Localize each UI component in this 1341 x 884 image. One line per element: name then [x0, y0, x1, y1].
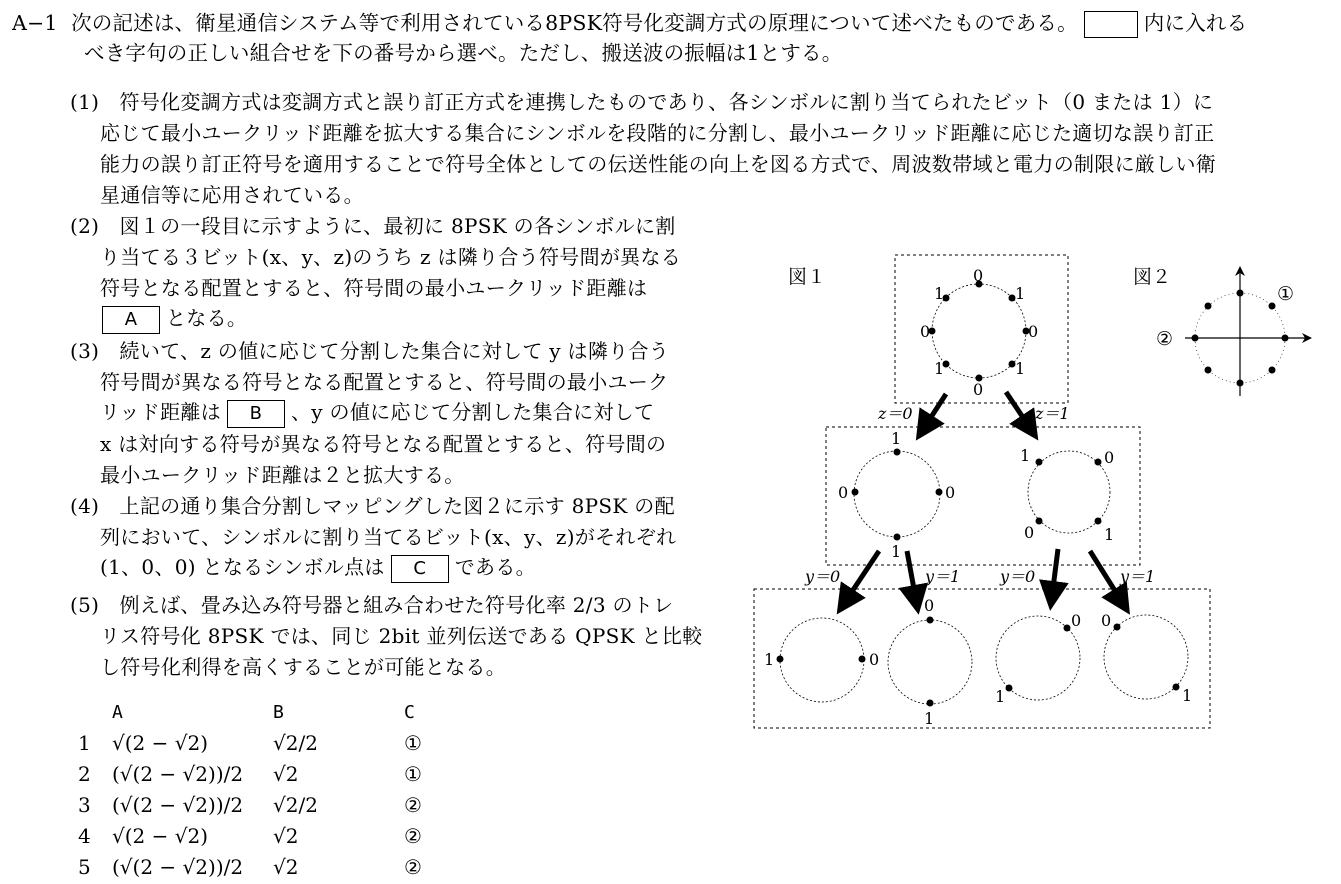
constellation-point	[1114, 624, 1121, 631]
choice-num: 2	[78, 762, 91, 786]
constellation-point	[936, 489, 943, 496]
choice-num: 1	[78, 731, 91, 755]
bit-label: 1	[1015, 284, 1026, 303]
constellation-point	[1282, 335, 1289, 342]
bit-label: 0	[1028, 322, 1039, 341]
item4-line3-end: である。	[454, 555, 536, 579]
arrow-z1	[1006, 392, 1030, 428]
choice-header-c: C	[404, 702, 415, 723]
figure2-label: 図２	[1133, 266, 1172, 288]
item2-line2: り当てる３ビット(x、y、z)のうち z は隣り合う符号間が異なる	[100, 245, 682, 269]
branch-label-z0: z＝0	[878, 404, 913, 423]
branch-label-z1: z＝1	[1035, 404, 1070, 423]
item4-line1: (4) 上記の通り集合分割しマッピングした図２に示す 8PSK の配	[70, 494, 675, 518]
item1-line2: 応じて最小ユークリッド距離を拡大する集合にシンボルを段階的に分割し、最小ユークリッド距離に応じた適切な誤り訂正	[100, 121, 1215, 145]
choice-a: √(2 − √2)	[112, 824, 209, 848]
constellation-point	[1269, 367, 1276, 374]
bit-label: 1	[934, 284, 945, 303]
bit-label: 0	[973, 380, 984, 399]
bit-label: 0	[920, 322, 931, 341]
constellation-point	[1192, 335, 1199, 342]
constellation-point	[894, 449, 901, 456]
choice-b: √2/2	[273, 793, 318, 817]
fig2-mark-2: ②	[1156, 328, 1174, 350]
constellation-point	[1237, 380, 1244, 387]
arrow-y1-right	[1090, 551, 1122, 602]
choice-b: √2/2	[273, 731, 318, 755]
arrow-y0-right	[1052, 549, 1058, 596]
choice-c: ②	[404, 824, 422, 848]
item4-line3-start: (1、0、0) となるシンボル点は	[100, 555, 385, 579]
bit-label: 1	[891, 542, 902, 561]
constellation-point	[1205, 303, 1212, 310]
stage3-box	[754, 589, 1210, 728]
item3-line2: 符号間が異なる符号となる配置とすると、符号間の最小ユーク	[100, 370, 669, 394]
arrow-y1-left	[907, 551, 916, 600]
constellation-point	[859, 656, 866, 663]
bit-label: 0	[945, 483, 956, 502]
branch-label-y0: y＝0	[1000, 567, 1036, 586]
choice-a: (√(2 − √2))/2	[112, 762, 244, 786]
stage2-left-circle	[854, 451, 940, 537]
branch-label-y0: y＝0	[805, 567, 841, 586]
constellation-point	[777, 656, 784, 663]
bit-label: 0	[1101, 611, 1112, 630]
arrow-z0	[924, 394, 946, 428]
choice-num: 4	[78, 824, 91, 848]
bit-label: 0	[924, 596, 935, 615]
question-number: A−1	[12, 11, 58, 35]
constellation-point	[1036, 459, 1043, 466]
bit-label: 1	[1182, 686, 1193, 705]
item3-line1: (3) 続いて、z の値に応じて分割した集合に対して y は隣り合う	[70, 339, 670, 363]
choice-a: (√(2 − √2))/2	[112, 855, 244, 879]
constellation-point	[1095, 459, 1102, 466]
item5-line2: リス符号化 8PSK では、同じ 2bit 並列伝送である QPSK と比較	[100, 624, 703, 648]
bit-label: 1	[924, 709, 935, 728]
bit-label: 0	[973, 266, 984, 285]
item2-end: となる。	[166, 306, 248, 330]
bit-label: 1	[1015, 359, 1026, 378]
item3-line4: x は対向する符号が異なる符号となる配置とすると、符号間の	[100, 432, 667, 456]
item1-line1: (1) 符号化変調方式は変調方式と誤り訂正方式を連携したものであり、各シンボルに割り当てられたビット（0 または 1）に	[70, 90, 1214, 114]
constellation-point	[1036, 518, 1043, 525]
answer-box-a: A	[102, 306, 160, 334]
constellation-point	[1205, 367, 1212, 374]
stage3-circle-2	[888, 620, 972, 704]
item2-line3: 符号となる配置とすると、符号間の最小ユークリッド距離は	[100, 276, 648, 300]
bit-label: 0	[838, 483, 849, 502]
choice-a: √(2 − √2)	[112, 731, 209, 755]
choice-header-a: A	[112, 702, 123, 723]
bit-label: 1	[995, 687, 1006, 706]
item3-line3-start: リッド距離は	[100, 400, 221, 424]
bit-label: 0	[1104, 448, 1115, 467]
constellation-point	[1006, 685, 1013, 692]
constellation-point	[852, 489, 859, 496]
arrow-y0-left	[845, 551, 879, 602]
branch-label-y1: y＝1	[1120, 567, 1156, 586]
choice-b: √2	[273, 855, 299, 879]
choice-header-b: B	[273, 702, 284, 723]
constellation-point	[1095, 518, 1102, 525]
stage3-circle-1	[780, 618, 864, 702]
bit-label: 1	[1104, 525, 1115, 544]
bit-label: 0	[1071, 611, 1082, 630]
item4-line2: 列において、シンボルに割り当てるビット(x、y、z)がそれぞれ	[100, 525, 677, 549]
question-text-line2: べき字句の正しい組合せを下の番号から選べ。ただし、搬送波の振幅は1とする。	[84, 41, 843, 65]
item5-line1: (5) 例えば、畳み込み符号器と組み合わせた符号化率 2/3 のトレ	[70, 593, 674, 617]
constellation-point	[1237, 290, 1244, 297]
constellation-point	[1173, 684, 1180, 691]
constellation-point	[927, 700, 934, 707]
choice-a: (√(2 − √2))/2	[112, 793, 244, 817]
item3-line5: 最小ユークリッド距離は２と拡大する。	[100, 463, 465, 487]
constellation-point	[927, 617, 934, 624]
item5-line3: し符号化利得を高くすることが可能となる。	[100, 655, 506, 679]
choice-num: 3	[78, 793, 91, 817]
constellation-point	[1269, 303, 1276, 310]
fig2-mark-1: ①	[1277, 283, 1295, 305]
constellation-point	[1064, 625, 1071, 632]
item3-line3-end: 、y の値に応じて分割した集合に対して	[291, 400, 655, 424]
bit-label: 1	[891, 429, 902, 448]
choice-num: 5	[78, 855, 91, 879]
choice-c: ①	[404, 731, 422, 755]
choice-c: ②	[404, 855, 422, 879]
bit-label: 1	[934, 359, 945, 378]
choice-b: √2	[273, 824, 299, 848]
bit-label: 1	[1020, 446, 1031, 465]
answer-box-b: B	[227, 400, 285, 428]
constellation-point	[894, 534, 901, 541]
figure1-label: 図１	[788, 266, 827, 288]
bit-label: 0	[869, 650, 880, 669]
branch-label-y1: y＝1	[925, 567, 961, 586]
item1-line3: 能力の誤り訂正符号を適用することで符号全体としての伝送性能の向上を図る方式で、周波数帯域と電力の制限に厳しい衛	[100, 152, 1217, 176]
question-text-line1: 次の記述は、衛星通信システム等で利用されている8PSK符号化変調方式の原理について述べたものである。	[71, 11, 1078, 35]
item2-line1: (2) 図１の一段目に示すように、最初に 8PSK の各シンボルに割	[70, 214, 676, 238]
item1-line4: 星通信等に応用されている。	[100, 183, 364, 207]
choice-b: √2	[273, 762, 299, 786]
choice-c: ①	[404, 762, 422, 786]
bit-label: 1	[764, 650, 775, 669]
stage2-box	[826, 427, 1140, 565]
choice-c: ②	[404, 793, 422, 817]
answer-box-c: C	[391, 555, 449, 583]
bit-label: 0	[1024, 523, 1035, 542]
question-text-line1-tail: 内に入れる	[1143, 11, 1248, 35]
